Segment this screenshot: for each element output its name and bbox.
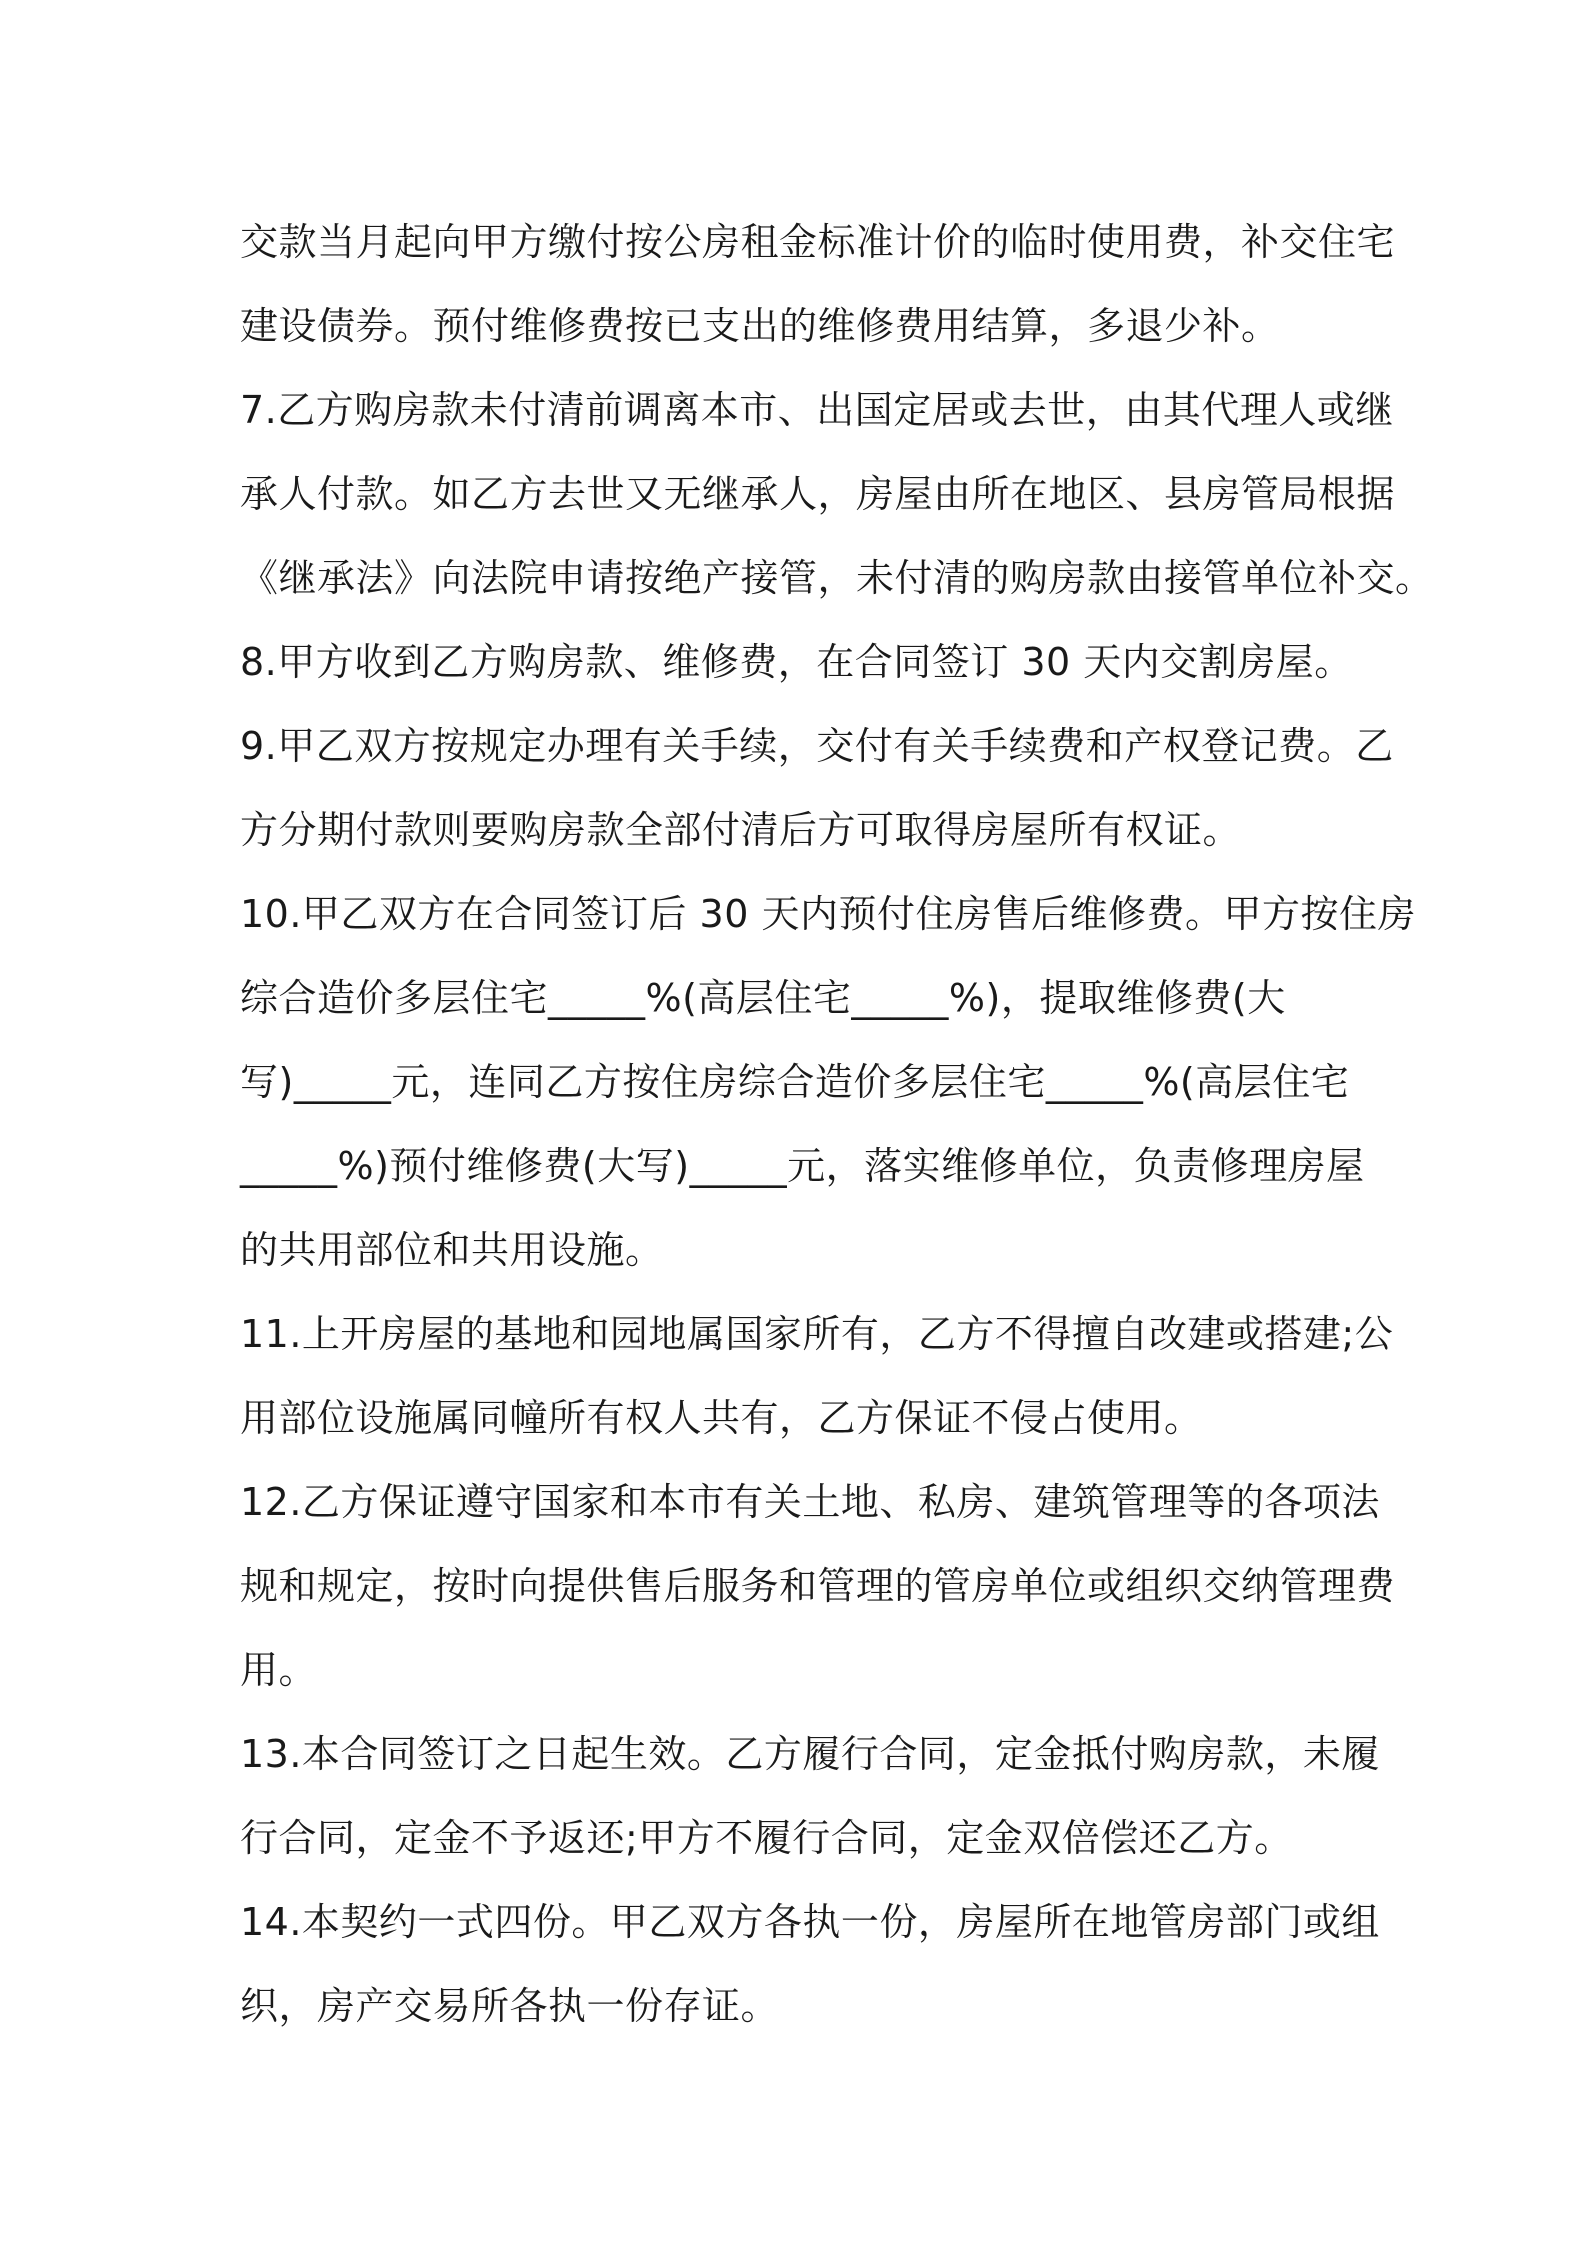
- text-line: 建设债券。预付维修费按已支出的维修费用结算，多退少补。: [240, 304, 1280, 348]
- clause-8-line: 8.甲方收到乙方购房款、维修费，在合同签订 30 天内交割房屋。: [240, 640, 1353, 684]
- clause-14-line: 14.本契约一式四份。甲乙双方各执一份，房屋所在地管房部门或组: [240, 1900, 1380, 1944]
- text-line: 方分期付款则要购房款全部付清后方可取得房屋所有权证。: [240, 808, 1242, 852]
- clause-7-line: 7.乙方购房款未付清前调离本市、出国定居或去世，由其代理人或继: [240, 388, 1394, 432]
- text-line: 用。: [240, 1648, 318, 1692]
- text-line: 承人付款。如乙方去世又无继承人，房屋由所在地区、县房管局根据: [240, 472, 1396, 516]
- clause-9-line: 9.甲乙双方按规定办理有关手续，交付有关手续费和产权登记费。乙: [240, 724, 1394, 768]
- text-line: 织，房产交易所各执一份存证。: [240, 1984, 780, 2028]
- text-line: 的共用部位和共用设施。: [240, 1228, 664, 1272]
- text-line: 规和规定，按时向提供售后服务和管理的管房单位或组织交纳管理费: [240, 1564, 1396, 1608]
- text-line: 写)_____元，连同乙方按住房综合造价多层住宅_____%(高层住宅: [240, 1060, 1350, 1104]
- clause-11-line: 11.上开房屋的基地和园地属国家所有，乙方不得擅自改建或搭建;公: [240, 1312, 1394, 1356]
- clause-13-line: 13.本合同签订之日起生效。乙方履行合同，定金抵付购房款，未履: [240, 1732, 1380, 1776]
- text-line: 用部位设施属同幢所有权人共有，乙方保证不侵占使用。: [240, 1396, 1203, 1440]
- clause-10-line: 10.甲乙双方在合同签订后 30 天内预付住房售后维修费。甲方按住房: [240, 892, 1416, 936]
- clause-12-line: 12.乙方保证遵守国家和本市有关土地、私房、建筑管理等的各项法: [240, 1480, 1380, 1524]
- document-body: [240, 200, 1434, 2048]
- text-line: 交款当月起向甲方缴付按公房租金标准计价的临时使用费，补交住宅: [240, 220, 1396, 264]
- text-line: 行合同，定金不予返还;甲方不履行合同，定金双倍偿还乙方。: [240, 1816, 1293, 1860]
- text-line: 《继承法》向法院申请按绝产接管，未付清的购房款由接管单位补交。: [240, 556, 1434, 600]
- text-line: 综合造价多层住宅_____%(高层住宅_____%)，提取维修费(大: [240, 976, 1286, 1020]
- text-line: _____%)预付维修费(大写)_____元，落实维修单位，负责修理房屋: [240, 1144, 1365, 1188]
